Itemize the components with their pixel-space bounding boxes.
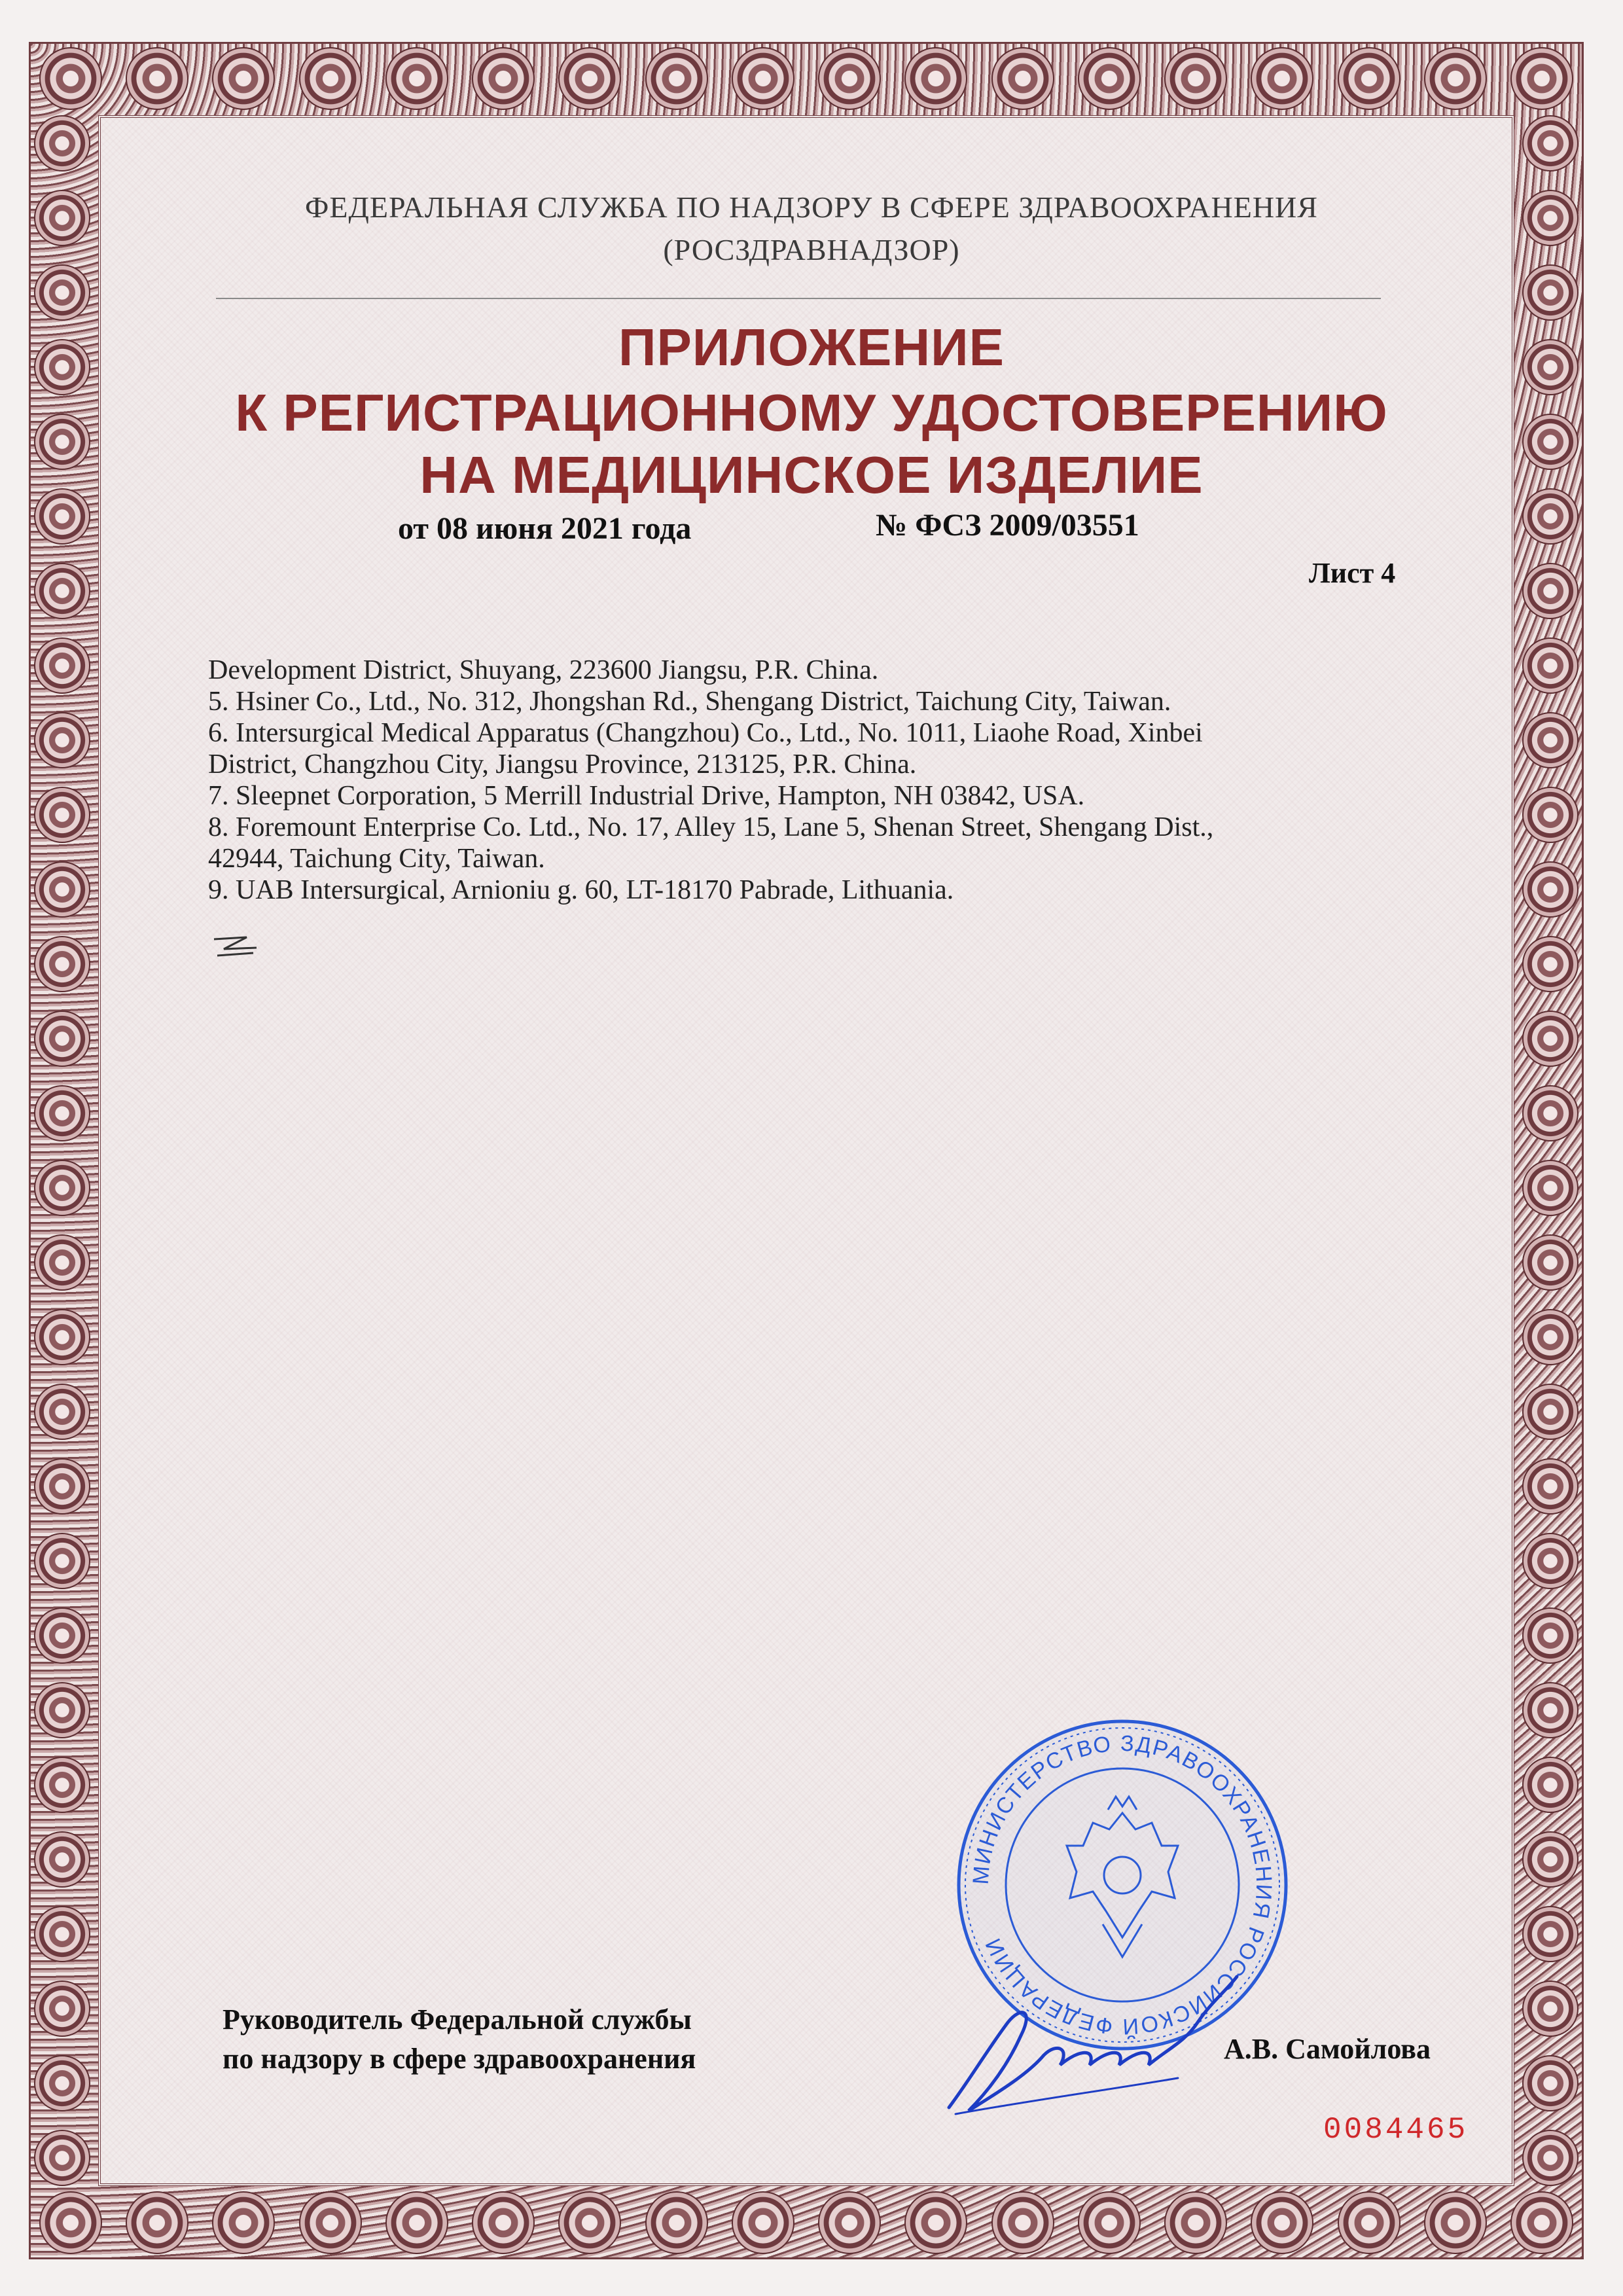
medallion [1522,861,1578,918]
medallion [34,1981,90,2037]
medallion [34,1384,90,1440]
medallion [1522,264,1578,321]
medallion [1522,1309,1578,1365]
medallion [34,936,90,992]
medallion [1522,637,1578,694]
medallion [34,1011,90,1067]
medallion [904,47,967,110]
medallion [472,2191,535,2254]
list-item: 8. Foremount Enterprise Co. Ltd., No. 17, Alley 15, Lane 5, Shenan Street, Shengang Dist., [208,812,1214,842]
medallion [34,115,90,171]
list-item: 7. Sleepnet Corporation, 5 Merrill Industrial Drive, Hampton, NH 03842, USA. [208,781,1085,811]
medallion [1078,2191,1141,2254]
medallion [34,1533,90,1589]
list-item: 6. Intersurgical Medical Apparatus (Changzhou) Co., Ltd., No. 1011, Liaohe Road, Xinbei [208,718,1203,748]
medallion [1522,1757,1578,1813]
list-item: 9. UAB Intersurgical, Arnioniu g. 60, LT-18170 Pabrade, Lithuania. [208,875,954,905]
medallion [39,2191,102,2254]
issue-date: от 08 июня 2021 года [398,511,692,546]
medallion [34,1682,90,1738]
medallion [1251,2191,1313,2254]
medallion [1078,47,1141,110]
medallion [1522,1981,1578,2037]
medallion [991,47,1054,110]
medallion [1522,1607,1578,1664]
medallion [212,47,275,110]
medallion [34,1458,90,1515]
border-medallions-bottom [39,2191,1573,2254]
signature [929,1950,1243,2134]
medallion [1522,1085,1578,1141]
medallion [212,2191,275,2254]
medallion [645,47,708,110]
medallion [1522,936,1578,992]
signatory-title-line2: по надзору в сфере здравоохранения [223,2043,696,2075]
medallion [1522,712,1578,768]
list-item: Development District, Shuyang, 223600 Jiangsu, P.R. China. [208,655,879,685]
medallion [1522,1234,1578,1291]
medallion [34,1607,90,1664]
medallion [1522,2130,1578,2186]
medallion [299,47,362,110]
medallion [732,47,794,110]
medallion [34,1906,90,1962]
medallion [34,1160,90,1216]
medallion [1522,2055,1578,2111]
medallion [34,264,90,321]
medallion [558,2191,621,2254]
medallion [732,2191,794,2254]
agency-name-line2: (РОСЗДРАВНАДЗОР) [663,233,960,266]
medallion [385,47,448,110]
medallion [645,2191,708,2254]
medallion [818,2191,881,2254]
medallion [1522,1011,1578,1067]
medallion [1510,2191,1573,2254]
list-item: 42944, Taichung City, Taiwan. [208,844,545,874]
medallion [1522,1384,1578,1440]
medallion [1164,47,1227,110]
medallion [1522,1458,1578,1515]
stamp-text: МИНИСТЕРСТВО ЗДРАВООХРАНЕНИЯ РОССИЙСКОЙ ФЕДЕРАЦИИ [968,1731,1277,2039]
handwritten-initials [211,929,263,962]
medallion [1522,1533,1578,1589]
medallion [34,2130,90,2186]
medallion [34,2055,90,2111]
medallion [558,47,621,110]
medallion [34,1309,90,1365]
medallion [904,2191,967,2254]
header-divider [216,298,1381,299]
medallion [34,1234,90,1291]
medallion [1522,563,1578,619]
medallion [1522,1160,1578,1216]
document-title-line2: К РЕГИСТРАЦИОННОМУ УДОСТОВЕРЕНИЮ [235,384,1388,442]
signatory-name: А.В. Самойлова [1224,2033,1431,2065]
medallion [34,787,90,843]
medallion [1522,787,1578,843]
serial-number: 0084465 [1323,2113,1469,2147]
medallion [385,2191,448,2254]
medallion [34,1831,90,1888]
medallion [126,47,188,110]
medallion [818,47,881,110]
signatory-title-line1: Руководитель Федеральной службы [223,2003,692,2036]
medallion [1510,47,1573,110]
medallion [39,47,102,110]
document-title-line3: НА МЕДИЦИНСКОЕ ИЗДЕЛИЕ [419,446,1204,504]
medallion [34,563,90,619]
medallion [472,47,535,110]
border-medallions-top [39,47,1573,110]
medallion [1424,2191,1487,2254]
certificate-number: № ФСЗ 2009/03551 [876,508,1139,543]
medallion [1251,47,1313,110]
medallion [34,861,90,918]
medallion [1338,47,1400,110]
sheet-number: Лист 4 [1309,557,1396,589]
medallion [1522,1831,1578,1888]
medallion [34,637,90,694]
medallion [34,1085,90,1141]
medallion [1424,47,1487,110]
medallion [991,2191,1054,2254]
medallion [1164,2191,1227,2254]
medallion [1338,2191,1400,2254]
medallion [34,1757,90,1813]
medallion [1522,1906,1578,1962]
medallion [126,2191,188,2254]
agency-name-line1: ФЕДЕРАЛЬНАЯ СЛУЖБА ПО НАДЗОРУ В СФЕРЕ ЗДРАВООХРАНЕНИЯ [305,190,1318,224]
medallion [1522,1682,1578,1738]
medallion [34,712,90,768]
list-item: 5. Hsiner Co., Ltd., No. 312, Jhongshan Rd., Shengang District, Taichung City, Taiwan. [208,687,1171,717]
medallion [1522,115,1578,171]
document-title-line1: ПРИЛОЖЕНИЕ [618,318,1005,376]
medallion [299,2191,362,2254]
manufacturer-list [208,655,1425,906]
list-item: District, Changzhou City, Jiangsu Province, 213125, P.R. China. [208,749,917,780]
